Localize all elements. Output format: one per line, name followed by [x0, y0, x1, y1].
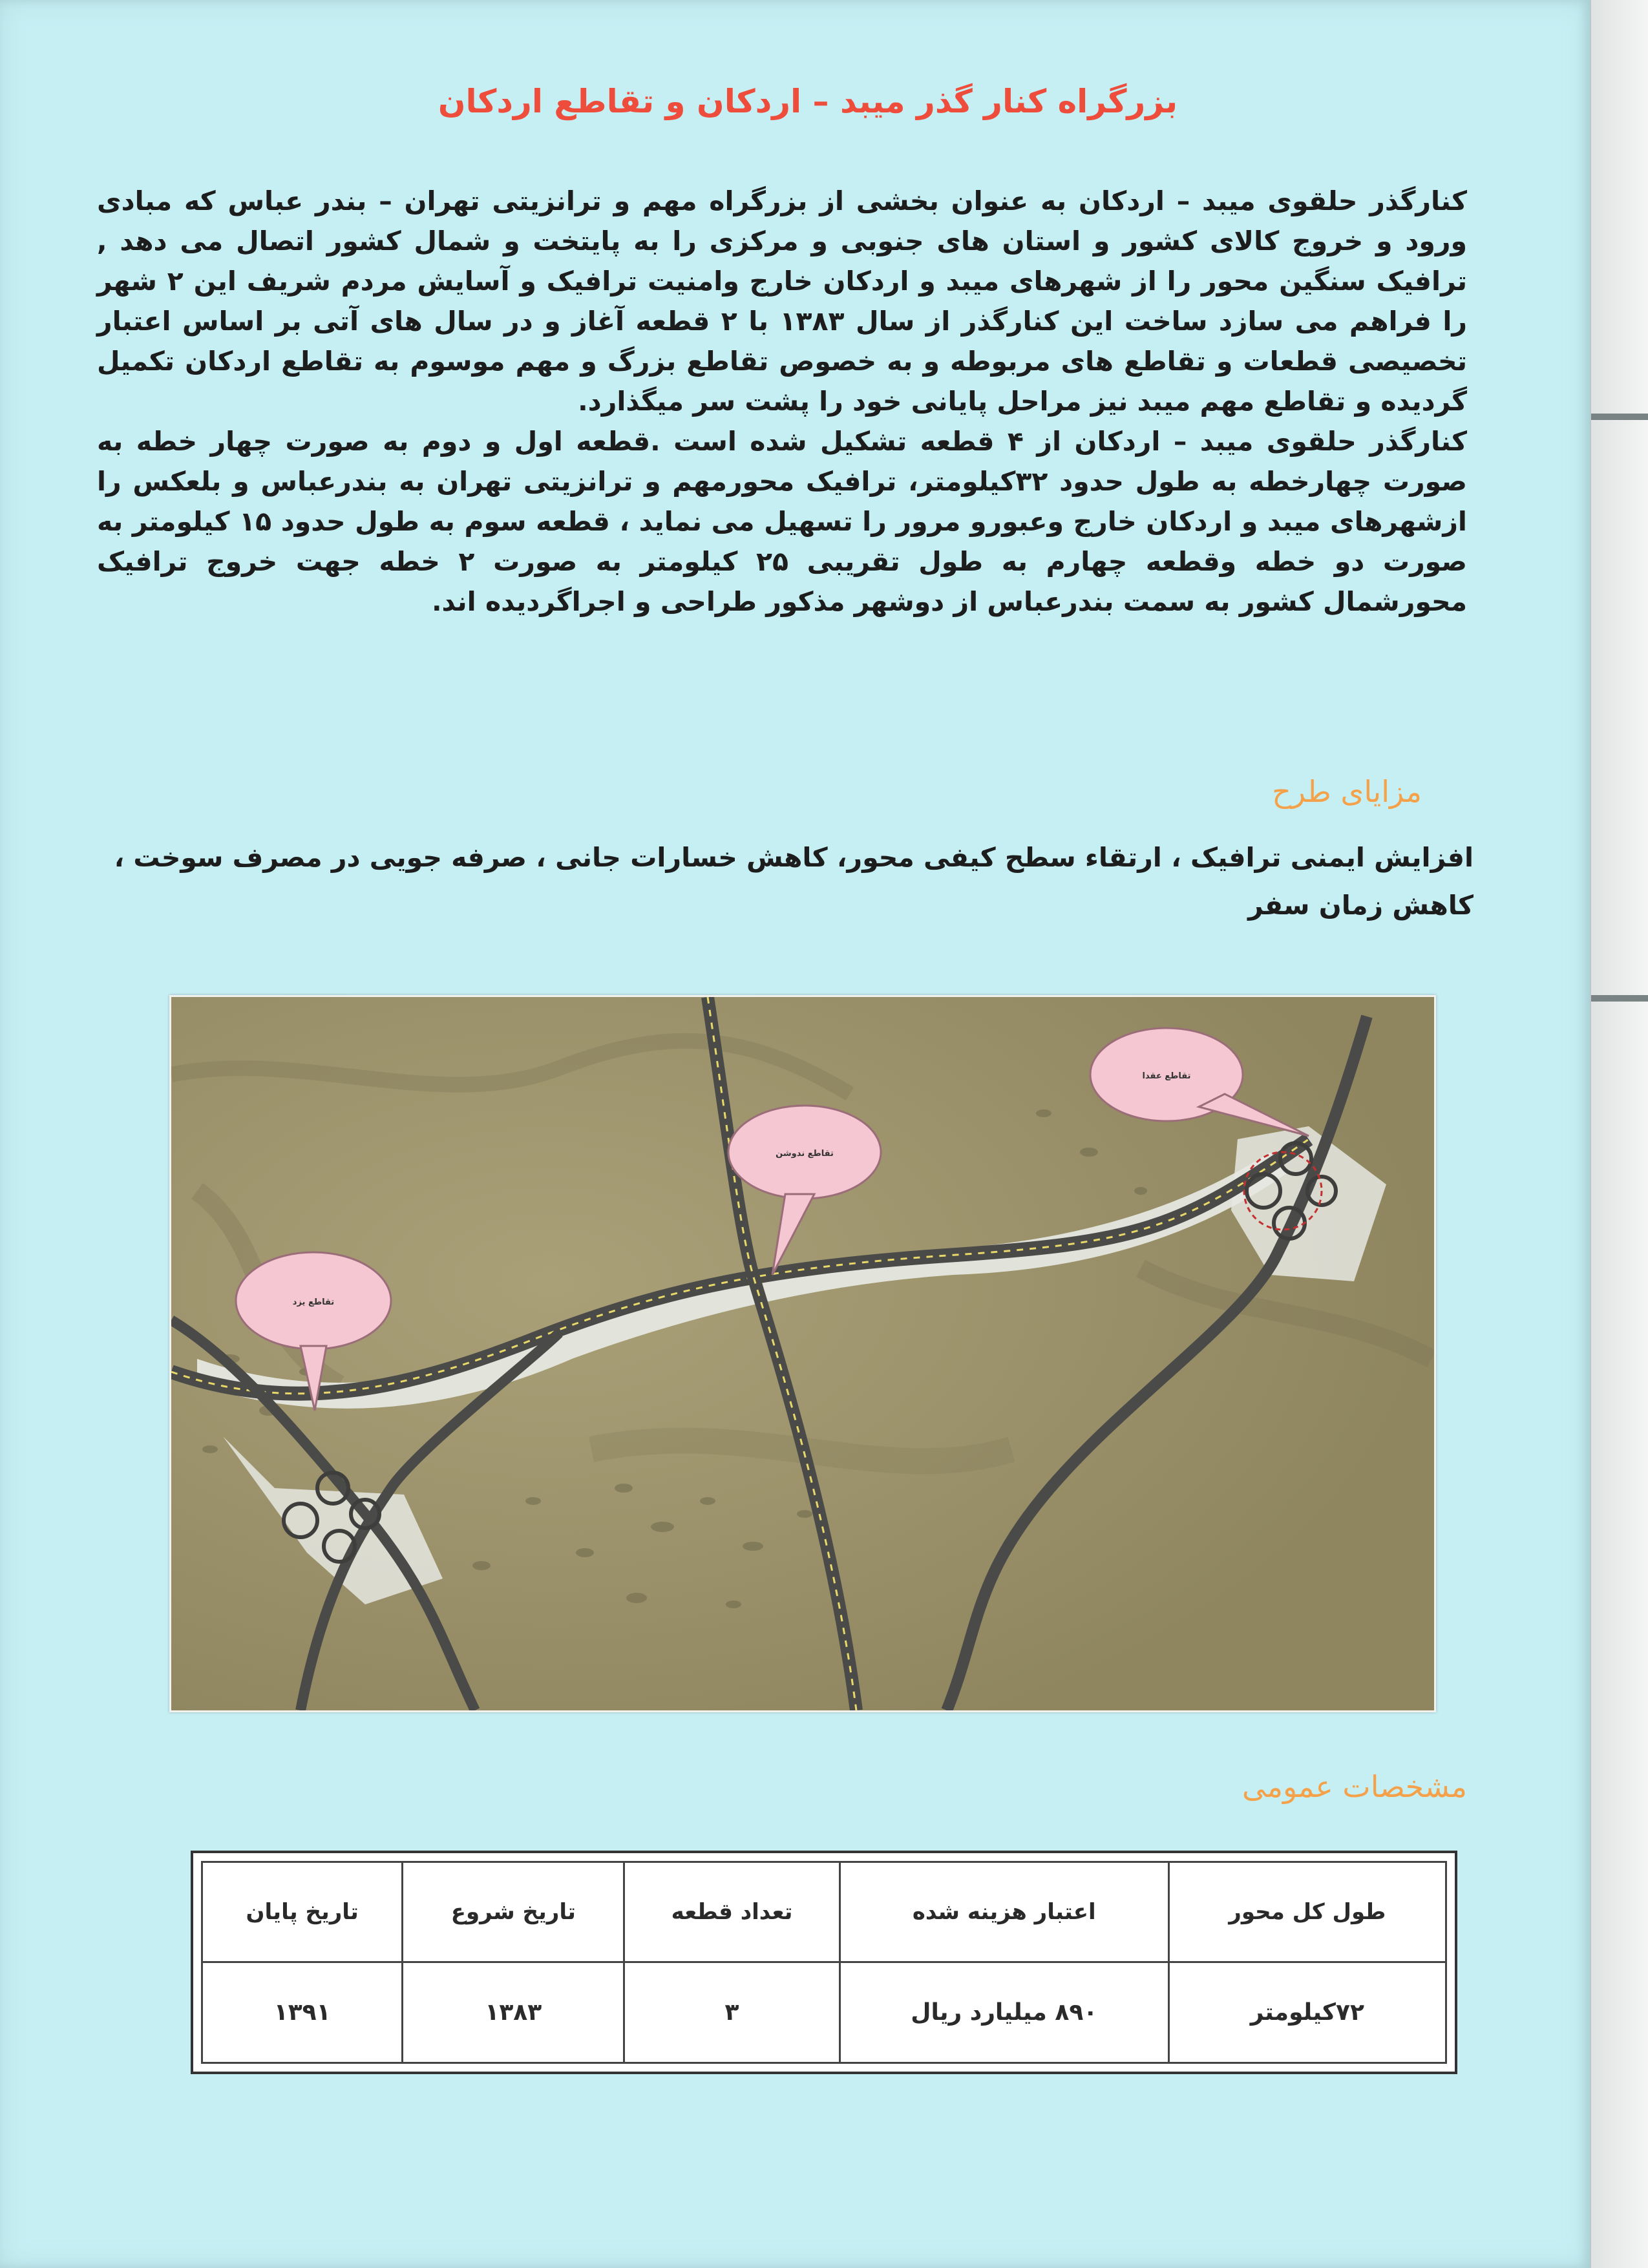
scan-edge-mark — [1591, 995, 1648, 1002]
scan-edge — [1591, 0, 1648, 2268]
specs-value-length: ۷۲کیلومتر — [1168, 1962, 1446, 2063]
specs-header-length: طول کل محور — [1168, 1862, 1446, 1962]
benefits-heading: مزایای طرح — [1272, 774, 1422, 809]
description-paragraph-1: کنارگذر حلقوی میبد – اردکان به عنوان بخشی از بزرگراه مهم و ترانزیتی تهران – بندر عباس که مبادی ورود و خروج کالای کشور و استان های جنوبی و مرکزی را به پایتخت و شمال کشور اتصال می دهد , ترافیک سنگین محور را از شهرهای میبد و اردکان خارج وامنیت ترافیک و آسایش مردم شریف این ۲ شهر را فراهم می سازد ساخت این کنارگذر از سال ۱۳۸۳ با ۲ قطعه آغاز و در سال های آتی بر اساس اعتبار تخصیصی قطعات و تقاطع های مربوطه و به خصوص تقاطع بزرگ و مهم موسوم به تقاطع اردکان تکمیل گردیده و تقاطع مهم میبد نیز مراحل پایانی خود را پشت سر میگذارد. — [97, 185, 1467, 417]
specs-value-segments: ۳ — [624, 1962, 840, 2063]
specs-heading: مشخصات عمومی — [1242, 1769, 1467, 1804]
benefits-text: افزایش ایمنی ترافیک ، ارتقاء سطح کیفی محور، کاهش خسارات جانی ، صرفه جویی در مصرف سوخت ، کاهش زمان سفر — [114, 842, 1474, 921]
specs-value-row — [202, 1962, 1446, 2063]
aerial-photo-illustration — [171, 997, 1434, 1710]
page-title: بزرگراه کنار گذر میبد – اردکان و تقاطع اردکان — [438, 83, 1178, 120]
specs-value-end: ۱۳۹۱ — [202, 1962, 403, 2063]
specs-header-end: تاریخ پایان — [202, 1862, 403, 1962]
specs-header-budget: اعتبار هزینه شده — [840, 1862, 1168, 1962]
scan-edge-mark — [1591, 414, 1648, 420]
aerial-photo — [169, 995, 1436, 1712]
specs-value-budget: ۸۹۰ میلیارد ریال — [840, 1962, 1168, 2063]
description-paragraph-2: کنارگذر حلقوی میبد – اردکان از ۴ قطعه تشکیل شده است .قطعه اول و دوم به صورت چهار خطه به صورت چهارخطه به طول حدود ۳۲کیلومتر، ترافیک محورمهم و ترانزیتی تهران به بندرعباس و بلعکس را ازشهرهای میبد و اردکان خارج وعبورو مرور را تسهیل می نماید ، قطعه سوم به طول حدود ۱۵ کیلومتر به صورت دو خطه وقطعه چهارم به طول تقریبی ۲۵ کیلومتر به صورت ۲ خطه جهت خروج ترافیک محورشمال کشور به سمت بندرعباس از دوشهر مذکور طراحی و اجراگردیده اند. — [97, 426, 1467, 617]
specs-table — [191, 1851, 1457, 2074]
callout-label-yazd: تقاطع یزد — [292, 1297, 335, 1307]
specs-header-row — [202, 1862, 1446, 1962]
description-text — [97, 181, 1467, 622]
specs-header-start: تاریخ شروع — [403, 1862, 624, 1962]
callout-label-nadushan: تقاطع ندوشن — [776, 1149, 834, 1159]
specs-value-start: ۱۳۸۳ — [403, 1962, 624, 2063]
specs-header-segments: تعداد قطعه — [624, 1862, 840, 1962]
specs-table-grid — [201, 1861, 1447, 2064]
callout-label-aqda: تقاطع عقدا — [1142, 1071, 1191, 1081]
